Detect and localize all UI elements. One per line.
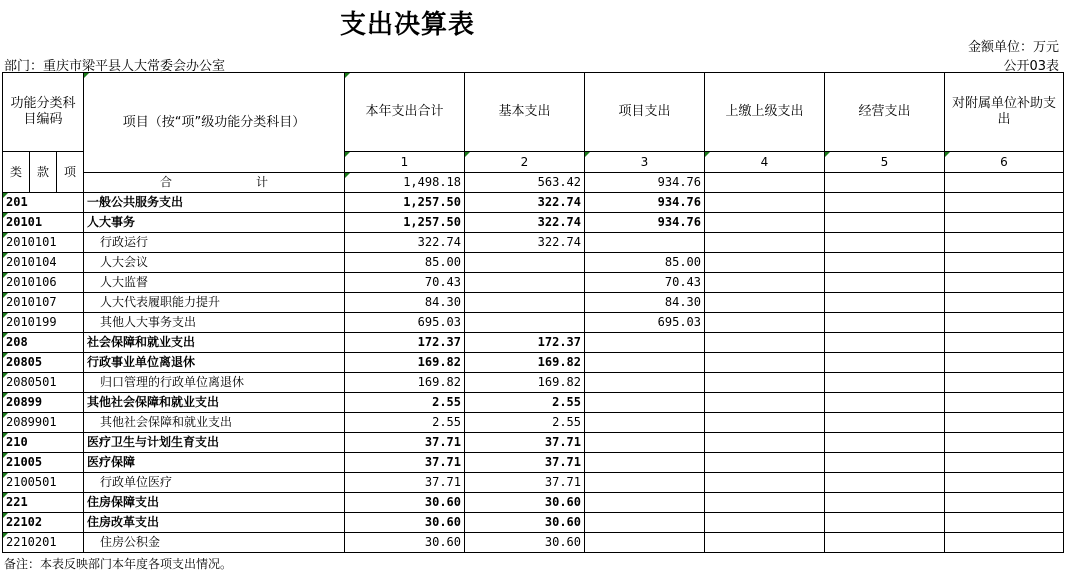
- row-total: 30.60: [345, 493, 465, 513]
- row-business: [825, 213, 945, 233]
- row-code: 2010101: [3, 233, 84, 253]
- expenditure-table: [2, 72, 1064, 553]
- row-upper: [705, 453, 825, 473]
- row-total: 169.82: [345, 373, 465, 393]
- row-code: 2210201: [3, 533, 84, 553]
- table-row: [3, 213, 1064, 233]
- table-row: [3, 233, 1064, 253]
- row-subsidy: [945, 333, 1064, 353]
- row-project: [585, 453, 705, 473]
- row-upper: [705, 413, 825, 433]
- row-business: [825, 493, 945, 513]
- row-basic: 30.60: [465, 493, 585, 513]
- col-number: 2: [465, 152, 585, 173]
- row-project: [585, 473, 705, 493]
- table-row: [3, 333, 1064, 353]
- row-upper: [705, 233, 825, 253]
- row-business: [825, 533, 945, 553]
- row-upper: [705, 213, 825, 233]
- table-row: [3, 533, 1064, 553]
- row-code: 22102: [3, 513, 84, 533]
- table-row: [3, 393, 1064, 413]
- row-upper: [705, 353, 825, 373]
- row-basic: 322.74: [465, 193, 585, 213]
- row-project: 934.76: [585, 193, 705, 213]
- row-business: [825, 293, 945, 313]
- row-name: 医疗保障: [84, 453, 345, 473]
- row-business: [825, 333, 945, 353]
- row-basic: 37.71: [465, 473, 585, 493]
- row-business: [825, 393, 945, 413]
- row-code: 21005: [3, 453, 84, 473]
- row-basic: 30.60: [465, 513, 585, 533]
- total-row: [3, 173, 1064, 193]
- total-basic: 563.42: [465, 173, 585, 193]
- row-subsidy: [945, 273, 1064, 293]
- row-name: 人大监督: [84, 273, 345, 293]
- header-project: 项目支出: [585, 73, 705, 152]
- row-subsidy: [945, 253, 1064, 273]
- row-code: 221: [3, 493, 84, 513]
- row-project: [585, 433, 705, 453]
- table-row: [3, 273, 1064, 293]
- row-upper: [705, 193, 825, 213]
- row-business: [825, 413, 945, 433]
- row-total: 1,257.50: [345, 213, 465, 233]
- table-row: [3, 293, 1064, 313]
- row-basic: 172.37: [465, 333, 585, 353]
- row-upper: [705, 253, 825, 273]
- row-code: 208: [3, 333, 84, 353]
- row-upper: [705, 293, 825, 313]
- table-row: [3, 513, 1064, 533]
- row-subsidy: [945, 373, 1064, 393]
- row-total: 37.71: [345, 453, 465, 473]
- row-subsidy: [945, 493, 1064, 513]
- row-project: [585, 373, 705, 393]
- row-total: 30.60: [345, 513, 465, 533]
- header-item: 项目（按“项”级功能分类科目）: [84, 73, 345, 173]
- row-name: 人大事务: [84, 213, 345, 233]
- row-project: 934.76: [585, 213, 705, 233]
- row-business: [825, 353, 945, 373]
- row-total: 85.00: [345, 253, 465, 273]
- row-project: [585, 513, 705, 533]
- row-total: 695.03: [345, 313, 465, 333]
- row-project: [585, 393, 705, 413]
- row-total: 70.43: [345, 273, 465, 293]
- row-business: [825, 473, 945, 493]
- row-code: 201: [3, 193, 84, 213]
- total-label: 合 计: [84, 173, 345, 193]
- page-title: 支出决算表: [340, 10, 476, 40]
- row-name: 其他社会保障和就业支出: [84, 393, 345, 413]
- row-code: 2010106: [3, 273, 84, 293]
- row-project: [585, 533, 705, 553]
- row-total: 2.55: [345, 413, 465, 433]
- header-row: [3, 73, 1064, 152]
- row-project: [585, 233, 705, 253]
- row-subsidy: [945, 453, 1064, 473]
- row-code: 2010107: [3, 293, 84, 313]
- row-basic: 37.71: [465, 433, 585, 453]
- row-business: [825, 193, 945, 213]
- total-total: 1,498.18: [345, 173, 465, 193]
- row-project: 85.00: [585, 253, 705, 273]
- row-name: 一般公共服务支出: [84, 193, 345, 213]
- row-total: 322.74: [345, 233, 465, 253]
- row-subsidy: [945, 513, 1064, 533]
- amount-unit: 金额单位：万元: [967, 40, 1059, 55]
- row-name: 行政事业单位离退休: [84, 353, 345, 373]
- row-name: 医疗卫生与计划生育支出: [84, 433, 345, 453]
- header-xiang: 项: [57, 152, 84, 193]
- row-basic: 322.74: [465, 213, 585, 233]
- row-total: 172.37: [345, 333, 465, 353]
- table-row: [3, 473, 1064, 493]
- row-upper: [705, 333, 825, 353]
- table-row: [3, 353, 1064, 373]
- table-row: [3, 493, 1064, 513]
- row-code: 20899: [3, 393, 84, 413]
- row-code: 2089901: [3, 413, 84, 433]
- col-number: 5: [825, 152, 945, 173]
- table-row: [3, 313, 1064, 333]
- row-total: 169.82: [345, 353, 465, 373]
- row-subsidy: [945, 393, 1064, 413]
- row-basic: [465, 313, 585, 333]
- row-project: 84.30: [585, 293, 705, 313]
- row-basic: 322.74: [465, 233, 585, 253]
- row-code: 2010199: [3, 313, 84, 333]
- row-name: 住房改革支出: [84, 513, 345, 533]
- table-row: [3, 193, 1064, 213]
- row-basic: [465, 253, 585, 273]
- col-number: 3: [585, 152, 705, 173]
- row-subsidy: [945, 473, 1064, 493]
- row-business: [825, 373, 945, 393]
- row-project: 695.03: [585, 313, 705, 333]
- row-upper: [705, 473, 825, 493]
- col-number: 6: [945, 152, 1064, 173]
- row-total: 2.55: [345, 393, 465, 413]
- row-upper: [705, 373, 825, 393]
- row-basic: 30.60: [465, 533, 585, 553]
- row-business: [825, 313, 945, 333]
- row-basic: [465, 273, 585, 293]
- row-upper: [705, 273, 825, 293]
- row-name: 其他社会保障和就业支出: [84, 413, 345, 433]
- header-subsidy: 对附属单位补助支出: [945, 73, 1064, 152]
- row-business: [825, 273, 945, 293]
- header-code: 功能分类科目编码: [3, 73, 84, 152]
- row-business: [825, 513, 945, 533]
- row-name: 其他人大事务支出: [84, 313, 345, 333]
- footnote: 备注：本表反映部门本年度各项支出情况。: [4, 557, 233, 571]
- form-number: 公开03表: [1003, 59, 1059, 74]
- row-code: 2080501: [3, 373, 84, 393]
- row-project: [585, 493, 705, 513]
- row-subsidy: [945, 213, 1064, 233]
- row-basic: 169.82: [465, 353, 585, 373]
- row-code: 210: [3, 433, 84, 453]
- row-project: [585, 333, 705, 353]
- row-code: 2010104: [3, 253, 84, 273]
- row-project: [585, 353, 705, 373]
- row-name: 归口管理的行政单位离退休: [84, 373, 345, 393]
- row-total: 1,257.50: [345, 193, 465, 213]
- row-name: 住房公积金: [84, 533, 345, 553]
- row-basic: 37.71: [465, 453, 585, 473]
- row-project: 70.43: [585, 273, 705, 293]
- row-name: 住房保障支出: [84, 493, 345, 513]
- row-upper: [705, 533, 825, 553]
- total-project: 934.76: [585, 173, 705, 193]
- row-name: 人大代表履职能力提升: [84, 293, 345, 313]
- row-subsidy: [945, 313, 1064, 333]
- row-business: [825, 233, 945, 253]
- header-total: 本年支出合计: [345, 73, 465, 152]
- row-upper: [705, 393, 825, 413]
- row-total: 30.60: [345, 533, 465, 553]
- row-code: 20805: [3, 353, 84, 373]
- row-subsidy: [945, 233, 1064, 253]
- row-code: 20101: [3, 213, 84, 233]
- header-basic: 基本支出: [465, 73, 585, 152]
- header-kuan: 款: [30, 152, 57, 193]
- row-basic: 2.55: [465, 393, 585, 413]
- header-upper: 上缴上级支出: [705, 73, 825, 152]
- col-number: 1: [345, 152, 465, 173]
- row-basic: 2.55: [465, 413, 585, 433]
- row-subsidy: [945, 433, 1064, 453]
- row-total: 37.71: [345, 473, 465, 493]
- row-subsidy: [945, 193, 1064, 213]
- row-name: 人大会议: [84, 253, 345, 273]
- row-business: [825, 453, 945, 473]
- table-row: [3, 453, 1064, 473]
- row-subsidy: [945, 413, 1064, 433]
- row-business: [825, 433, 945, 453]
- row-upper: [705, 493, 825, 513]
- row-code: 2100501: [3, 473, 84, 493]
- row-subsidy: [945, 533, 1064, 553]
- row-project: [585, 413, 705, 433]
- table-row: [3, 433, 1064, 453]
- row-subsidy: [945, 353, 1064, 373]
- row-total: 84.30: [345, 293, 465, 313]
- row-total: 37.71: [345, 433, 465, 453]
- row-name: 行政单位医疗: [84, 473, 345, 493]
- row-basic: 169.82: [465, 373, 585, 393]
- department-label: 部门：重庆市梁平县人大常委会办公室: [4, 59, 226, 74]
- row-basic: [465, 293, 585, 313]
- table-row: [3, 253, 1064, 273]
- table-row: [3, 373, 1064, 393]
- header-business: 经营支出: [825, 73, 945, 152]
- row-name: 行政运行: [84, 233, 345, 253]
- row-name: 社会保障和就业支出: [84, 333, 345, 353]
- header-lei: 类: [3, 152, 30, 193]
- row-subsidy: [945, 293, 1064, 313]
- table-row: [3, 413, 1064, 433]
- row-business: [825, 253, 945, 273]
- row-upper: [705, 513, 825, 533]
- row-upper: [705, 433, 825, 453]
- col-number: 4: [705, 152, 825, 173]
- row-upper: [705, 313, 825, 333]
